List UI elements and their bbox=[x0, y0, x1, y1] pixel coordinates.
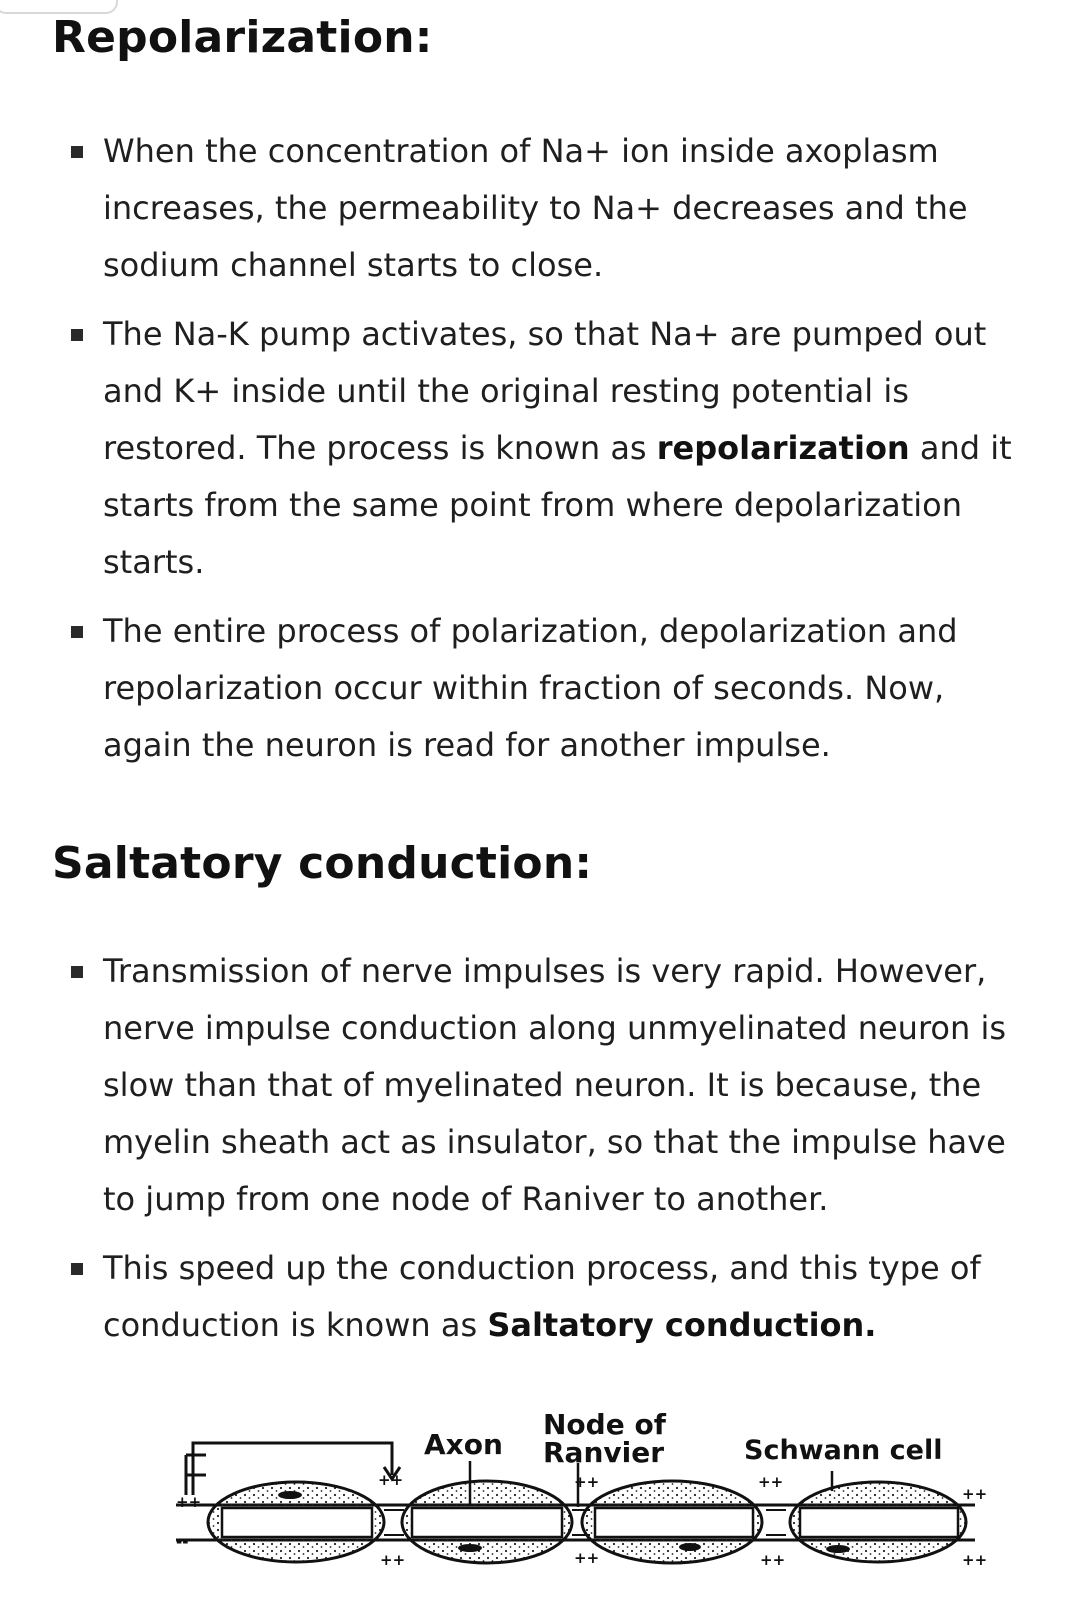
list-item bbox=[0, 306, 1080, 591]
bullet-text: The entire process of polarization, depolarization and repolarization occur within fraction of seconds. Now, again the neuron is read for another impulse. bbox=[103, 612, 958, 764]
charge-mark: -- bbox=[176, 1533, 189, 1551]
saltatory-list bbox=[0, 943, 1080, 1366]
charge-mark: ++ bbox=[962, 1485, 988, 1503]
square-bullet-icon bbox=[71, 626, 83, 638]
charge-mark: ++ bbox=[574, 1473, 600, 1491]
label-ranvier: Ranvier bbox=[543, 1436, 665, 1469]
axon-core-4 bbox=[800, 1508, 958, 1537]
bold-term-repolarization: repolarization bbox=[656, 429, 910, 467]
charge-mark: ++ bbox=[760, 1551, 786, 1569]
list-item bbox=[0, 123, 1080, 294]
myelinated-axon-drawing bbox=[0, 1395, 1080, 1608]
list-item bbox=[0, 943, 1080, 1228]
charge-mark: ++ bbox=[380, 1551, 406, 1569]
bullet-text: and it starts from the same point from where depolarization starts. bbox=[103, 429, 1012, 581]
bold-term-saltatory: Saltatory conduction. bbox=[487, 1306, 877, 1344]
charge-mark: ++ bbox=[378, 1471, 404, 1489]
heading-repolarization: Repolarization: bbox=[52, 12, 433, 63]
axon-core-1 bbox=[222, 1508, 372, 1537]
square-bullet-icon bbox=[71, 966, 83, 978]
saltatory-conduction-diagram bbox=[0, 1395, 1080, 1608]
schwann-nucleus bbox=[679, 1543, 701, 1551]
bullet-text: The Na-K pump activates, so that Na+ are pumped out and K+ inside until the original resting potential is restored. The process is known as bbox=[103, 315, 987, 467]
square-bullet-icon bbox=[71, 146, 83, 158]
bullet-text: This speed up the conduction process, and this type of conduction is known as bbox=[103, 1249, 981, 1344]
repolarization-list bbox=[0, 123, 1080, 786]
schwann-nucleus bbox=[458, 1544, 482, 1552]
heading-saltatory-conduction: Saltatory conduction: bbox=[52, 838, 593, 889]
list-item bbox=[0, 1240, 1080, 1354]
label-axon: Axon bbox=[424, 1428, 503, 1461]
schwann-nucleus bbox=[826, 1545, 850, 1553]
bullet-text: When the concentration of Na+ ion inside axoplasm increases, the permeability to Na+ decreases and the sodium channel starts to close. bbox=[103, 132, 968, 284]
list-item bbox=[0, 603, 1080, 774]
charge-mark: ++ bbox=[758, 1473, 784, 1491]
schwann-nucleus bbox=[278, 1491, 302, 1499]
square-bullet-icon bbox=[71, 1263, 83, 1275]
charge-mark: ++ bbox=[176, 1493, 202, 1511]
charge-mark: ++ bbox=[574, 1549, 600, 1567]
square-bullet-icon bbox=[71, 329, 83, 341]
axon-core-2 bbox=[412, 1508, 562, 1537]
label-node-of: Node of bbox=[543, 1408, 666, 1441]
label-schwann-cell: Schwann cell bbox=[744, 1435, 943, 1466]
bullet-text: Transmission of nerve impulses is very rapid. However, nerve impulse conduction along unmyelinated neuron is slow than that of myelinated neuron. It is because, the myelin sheath act as insulator, so that the impulse have to jump from one node of Raniver to another. bbox=[103, 952, 1006, 1218]
terminal-bracket bbox=[186, 1455, 206, 1495]
charge-mark: ++ bbox=[962, 1551, 988, 1569]
axon-core-3 bbox=[595, 1508, 753, 1537]
